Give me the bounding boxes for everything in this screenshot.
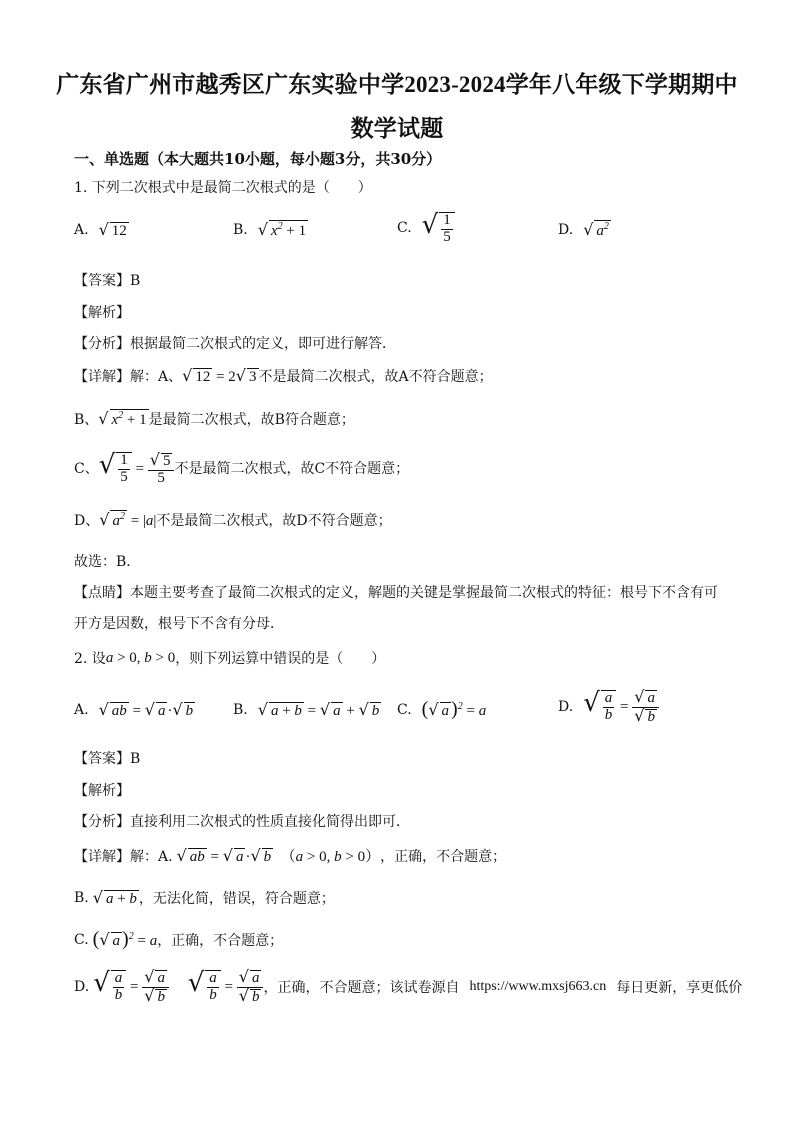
section-heading: 一、单选题（本大题共10小题，每小题3分，共30分）	[74, 150, 442, 168]
promo-text: 每日更新，享更低价	[616, 979, 743, 996]
q1-detail-d: D、 √ $a^2 = |a|$ 不是最简二次根式，故D不符合题意；	[74, 510, 392, 529]
q2-detail-a: 【详解】解：A. √ ab = √ a ·√ b （a > 0, b > 0） ，正确，不合题意；	[74, 846, 507, 865]
q1-analysis-head: 【解析】	[74, 305, 130, 321]
q2-option-d: D. √ $\frac{a}{b}$ = $\frac{√ a}{√ b}$	[558, 688, 659, 726]
q2-detail-d: D. √ $\frac{a}{b}$ = $\frac{√ a}{√ b}$ √ $\frac{a}{b}$ = $\frac{√ a}{√ b}$ ，正确，不合题意；该试卷源自 https://www.mxsj663.cn 每日更新，享更低价	[74, 967, 743, 1006]
source-url: https://www.mxsj663.cn	[469, 978, 607, 994]
q2-option-b: B. √ a + b = √ a + √ b	[233, 700, 380, 719]
q1-detail-c: C、 √ $\frac{1}{5}$ = $\frac{√ 5}{5}$ 不是最简二次根式，故C不符合题意；	[74, 450, 410, 487]
q2-stem: 2. 设 a > 0, b > 0 ，则下列运算中错误的是（ ）	[74, 649, 386, 667]
q1-detail-b: B、 √ $x^2 + 1$ 是最简二次根式，故B符合题意；	[74, 409, 355, 428]
title-line-2: 数学试题	[350, 116, 444, 141]
q1-point-line-1: 【点睛】本题主要考查了最简二次根式的定义，解题的关键是掌握最简二次根式的特征：根号下不含有可	[74, 585, 718, 601]
q1-choose: 故选：B．	[74, 554, 141, 570]
title-line-1: 广东省广州市越秀区广东实验中学2023-2024学年八年级下学期期中	[56, 72, 738, 97]
q2-option-c: C. (√ a )$^2$ = a	[397, 698, 487, 720]
q1-option-b: B. √ $x^2 + 1$	[233, 220, 307, 239]
q2-analysis-head: 【解析】	[74, 783, 130, 799]
q2-detail-b: B. √ a + b ，无法化简，错误，符合题意；	[74, 888, 335, 907]
q1-point-line-2: 开方是因数，根号下不含有分母．	[74, 616, 284, 632]
q1-option-d: D. √ $a^2$	[558, 220, 609, 239]
q1-detail-a: 【详解】解：A、 √ 12 = 2√ 3 不是最简二次根式，故A不符合题意；	[74, 366, 493, 385]
q2-analysis: 【分析】直接利用二次根式的性质直接化简得出即可．	[74, 814, 410, 830]
q1-answer: 【答案】B	[74, 273, 141, 289]
q1-option-a: A. √ 12	[74, 220, 127, 239]
q1-stem: 1. 下列二次根式中是最简二次根式的是（ ）	[74, 180, 372, 196]
q1-option-c: C. √ $\frac{1}{5}$	[397, 210, 455, 246]
q2-option-a: A. √ ab = √ a ·√ b	[74, 700, 194, 719]
q1-analysis: 【分析】根据最简二次根式的定义，即可进行解答．	[74, 336, 396, 352]
q2-detail-c: C. (√ a )$^2$ = a ，正确，不合题意；	[74, 928, 284, 950]
q2-answer: 【答案】B	[74, 751, 141, 767]
